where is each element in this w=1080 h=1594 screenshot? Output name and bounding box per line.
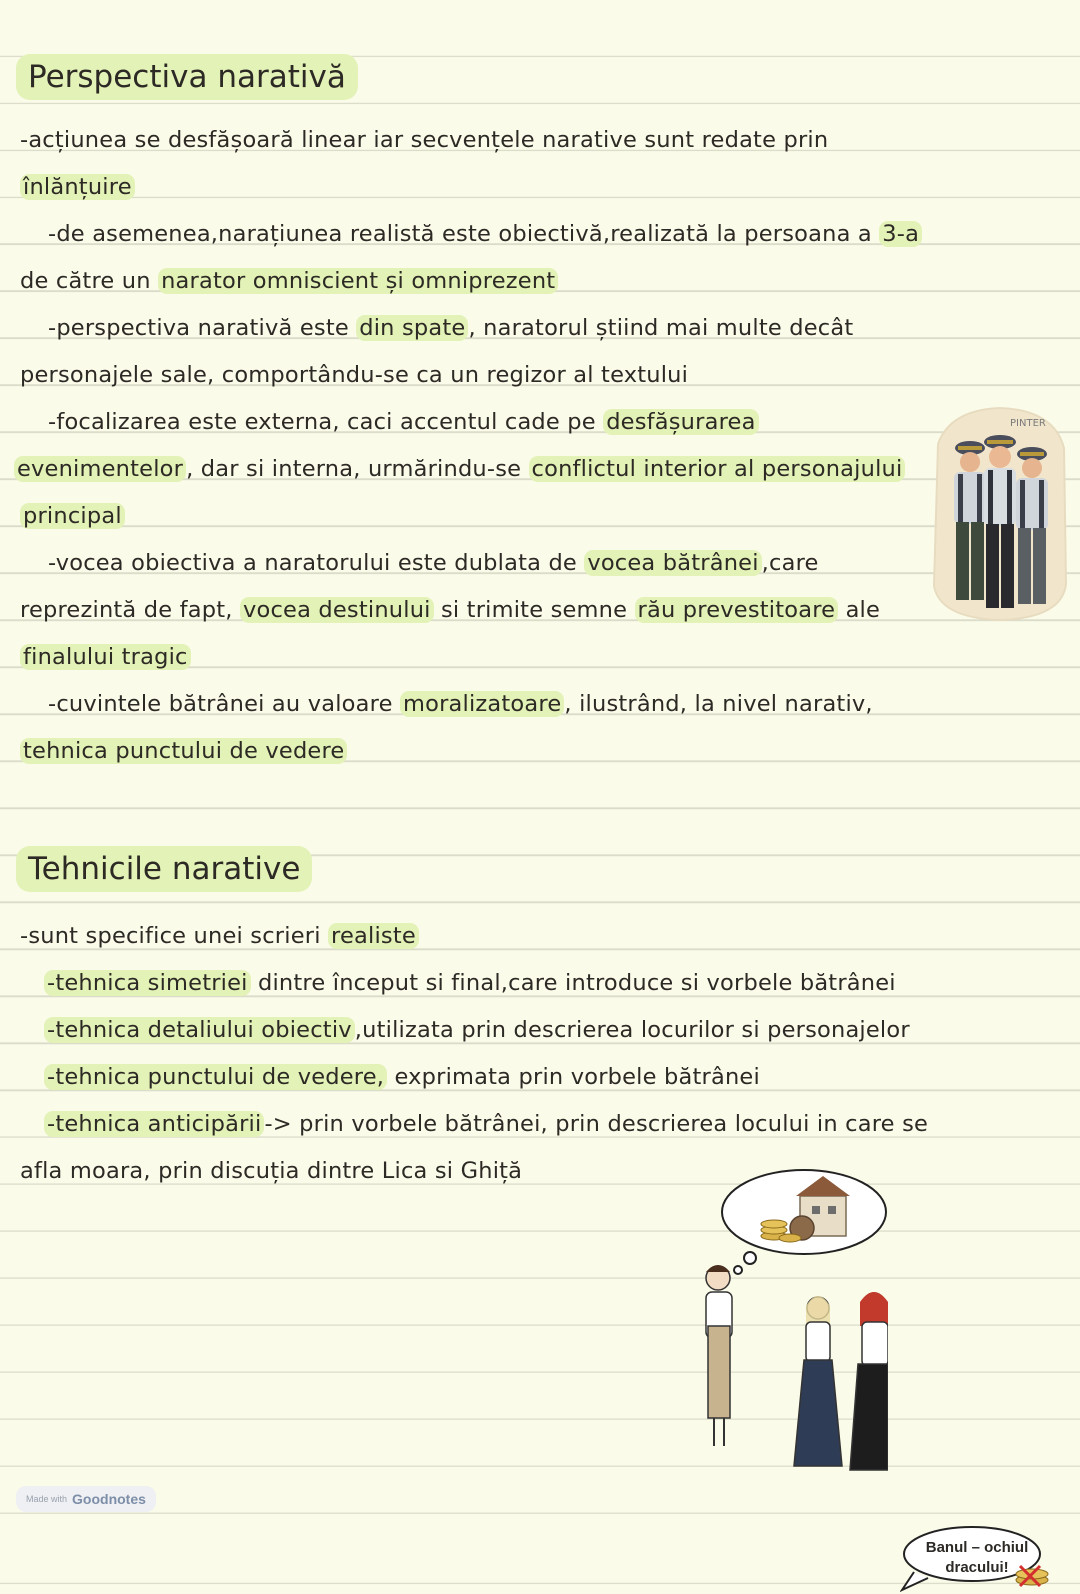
highlighted-phrase: înlănțuire — [20, 174, 135, 200]
text-line — [20, 590, 1080, 630]
text-segment: , dar si interna, urmărindu-se — [186, 456, 529, 482]
highlighted-phrase: realiste — [328, 923, 419, 949]
highlighted-phrase: rău prevestitoare — [635, 597, 839, 623]
highlighted-phrase: narator omniscient și omniprezent — [158, 268, 558, 294]
text-segment: -> prin vorbele bătrânei, prin descrierea locului in care se — [264, 1111, 929, 1137]
highlighted-phrase: -tehnica simetriei — [44, 970, 251, 996]
text-line — [44, 1104, 1080, 1144]
text-line — [20, 496, 1080, 536]
pinter-sign-text: PINTER — [1010, 418, 1046, 429]
text-segment: -focalizarea este externa, caci accentul cade pe — [48, 409, 604, 435]
highlighted-phrase: tehnica punctului de vedere — [20, 738, 347, 764]
highlighted-phrase: finalului tragic — [20, 644, 191, 670]
text-segment: -perspectiva narativă este — [48, 315, 357, 341]
text-segment: -sunt specifice unei scrieri — [20, 923, 329, 949]
old-woman-character — [850, 1292, 888, 1470]
text-segment: ,utilizata prin descrierea locurilor si personajelor — [354, 1017, 910, 1043]
text-segment: -acțiunea se desfășoară linear iar secvențele narative sunt redate prin — [20, 127, 829, 153]
text-segment: reprezintă de fapt, — [20, 597, 240, 623]
text-line — [20, 261, 1080, 301]
police-officers-sticker — [930, 404, 1070, 622]
text-line — [20, 731, 1080, 771]
text-segment: si trimite semne — [433, 597, 635, 623]
speech-bubble-text: Banul – ochiul dracului! — [925, 1539, 1029, 1576]
highlighted-phrase: -tehnica detaliului obiectiv — [44, 1017, 355, 1043]
highlighted-phrase: vocea destinului — [240, 597, 434, 623]
watermark-small-text: Made with — [26, 1494, 68, 1504]
text-segment: exprimata prin vorbele bătrânei — [387, 1064, 760, 1090]
crossed-coins-icon — [1010, 1562, 1056, 1588]
highlighted-phrase: -tehnica anticipării — [44, 1111, 264, 1137]
section-title-perspectiva: Perspectiva narativă — [16, 54, 358, 100]
highlighted-phrase: -tehnica punctului de vedere, — [44, 1064, 387, 1090]
text-line — [20, 1151, 1080, 1191]
young-woman-character — [794, 1296, 842, 1466]
text-segment: dintre început si final,care introduce si vorbele bătrânei — [250, 970, 896, 996]
man-character — [706, 1265, 732, 1446]
text-segment: , naratorul știind mai multe decât — [468, 315, 854, 341]
highlighted-phrase: desfășurarea — [603, 409, 758, 435]
text-line — [48, 543, 1080, 583]
text-line — [20, 120, 1080, 160]
text-segment: , ilustrând, la nivel narativ, — [564, 691, 873, 717]
text-line — [14, 449, 1080, 489]
text-line — [48, 214, 1080, 254]
text-segment: ,care — [761, 550, 819, 576]
text-line — [48, 402, 1080, 442]
text-segment: ale — [838, 597, 881, 623]
text-segment: -vocea obiectiva a naratorului este dublata de — [48, 550, 585, 576]
text-line — [20, 916, 1080, 956]
text-segment: de către un — [20, 268, 159, 294]
text-line — [48, 684, 1080, 724]
text-line — [44, 1057, 1080, 1097]
highlighted-phrase: vocea bătrânei — [584, 550, 761, 576]
characters-illustration — [688, 1256, 888, 1484]
highlighted-phrase: principal — [20, 503, 125, 529]
text-line — [20, 637, 1080, 677]
highlighted-phrase: evenimentelor — [14, 456, 186, 482]
highlighted-phrase: din spate — [356, 315, 468, 341]
text-line — [20, 167, 1080, 207]
text-line — [20, 355, 1080, 395]
text-segment: afla moara, prin discuția dintre Lica si Ghiță — [20, 1158, 523, 1184]
highlighted-phrase: conflictul interior al personajului — [529, 456, 906, 482]
highlighted-phrase: 3-a — [879, 221, 922, 247]
text-line — [48, 308, 1080, 348]
text-segment: personajele sale, comportându-se ca un regizor al textului — [20, 362, 689, 388]
text-line — [44, 963, 1080, 1003]
text-line — [44, 1010, 1080, 1050]
highlighted-phrase: moralizatoare — [400, 691, 564, 717]
text-segment: -cuvintele bătrânei au valoare — [48, 691, 400, 717]
text-segment: -de asemenea,narațiunea realistă este obiectivă,realizată la persoana a — [48, 221, 880, 247]
section-title-tehnicile: Tehnicile narative — [16, 846, 312, 892]
watermark-brand-text: Goodnotes — [72, 1491, 146, 1507]
goodnotes-watermark — [16, 1486, 156, 1512]
